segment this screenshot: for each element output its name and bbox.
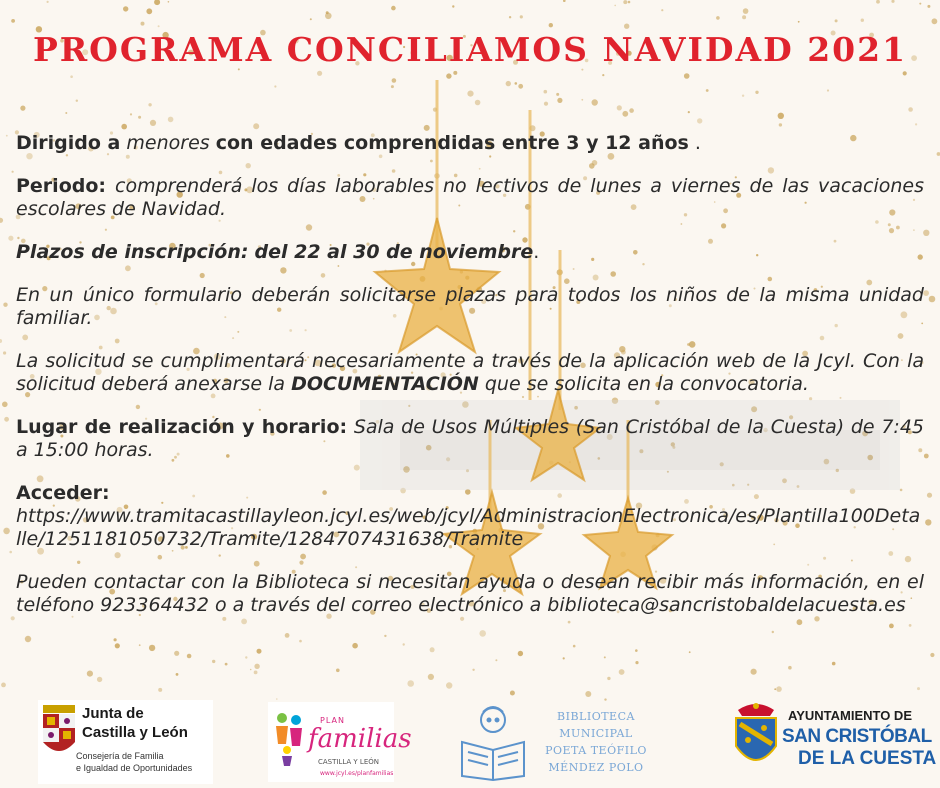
page-title: PROGRAMA CONCILIAMOS NAVIDAD 2021	[32, 30, 908, 69]
period: Periodo: comprenderá los días laborables no lectivos de lunes a viernes de las vacaciones escolares de Navidad.	[16, 175, 925, 220]
family-figure-icon	[272, 710, 306, 766]
logo-plan-familias: PLAN familias CASTILLA Y LEÓN www.jcyl.es/planfamilias	[268, 702, 394, 782]
location-schedule: Lugar de realización y horario: Sala de Usos Múltiples (San Cristóbal de la Cuesta) de 7:45 a 15:00 horas.	[16, 416, 924, 461]
coat-of-arms-icon	[42, 704, 76, 760]
single-form-note: En un único formulario deberán solicitarse plazas para todos los niños de la misma unidad familiar.	[16, 284, 924, 329]
registration-dates: Plazos de inscripción: del 22 al 30 de noviembre.	[16, 241, 540, 263]
logo-ayuntamiento-san-cristobal: AYUNTAMIENTO DE SAN CRISTÓBAL DE LA CUESTA	[722, 698, 932, 786]
program-details	[16, 132, 924, 637]
sponsor-logos	[0, 698, 940, 788]
target-audience: Dirigido a menores con edades comprendidas entre 3 y 12 años .	[16, 132, 701, 154]
logo-biblioteca-municipal: BIBLIOTECA MUNICIPAL POETA TEÓFILO MÉNDEZ POLO	[452, 698, 662, 786]
application-note: La solicitud se cumplimentará necesariamente a través de la aplicación web de la Jcyl. Con la solicitud deberá anexarse la DOCUMENTACIÓN que se solicita en la convocatoria.	[16, 350, 924, 395]
access-url[interactable]: https://www.tramitacastillayleon.jcyl.es/web/jcyl/AdministracionElectronica/es/Plantilla100Detalle/1251181050732/Tramite/1284707431638/Tramite	[16, 505, 921, 550]
access-section: Acceder: https://www.tramitacastillayleon.jcyl.es/web/jcyl/AdministracionElectronica/es/Plantilla100Detalle/1251181050732/Tramite/1284707431638/Tramite	[16, 482, 921, 550]
contact-info: Pueden contactar con la Biblioteca si necesitan ayuda o desean recibir más información, en el teléfono 923364432 o a través del correo electrónico a biblioteca@sancristobaldelacuesta.es	[16, 571, 924, 616]
child-reading-book-icon	[456, 702, 530, 782]
municipal-crest-icon	[732, 700, 780, 774]
logo-junta-castilla-leon: Junta de Castilla y León Consejería de Familia e Igualdad de Oportunidades	[38, 700, 213, 784]
